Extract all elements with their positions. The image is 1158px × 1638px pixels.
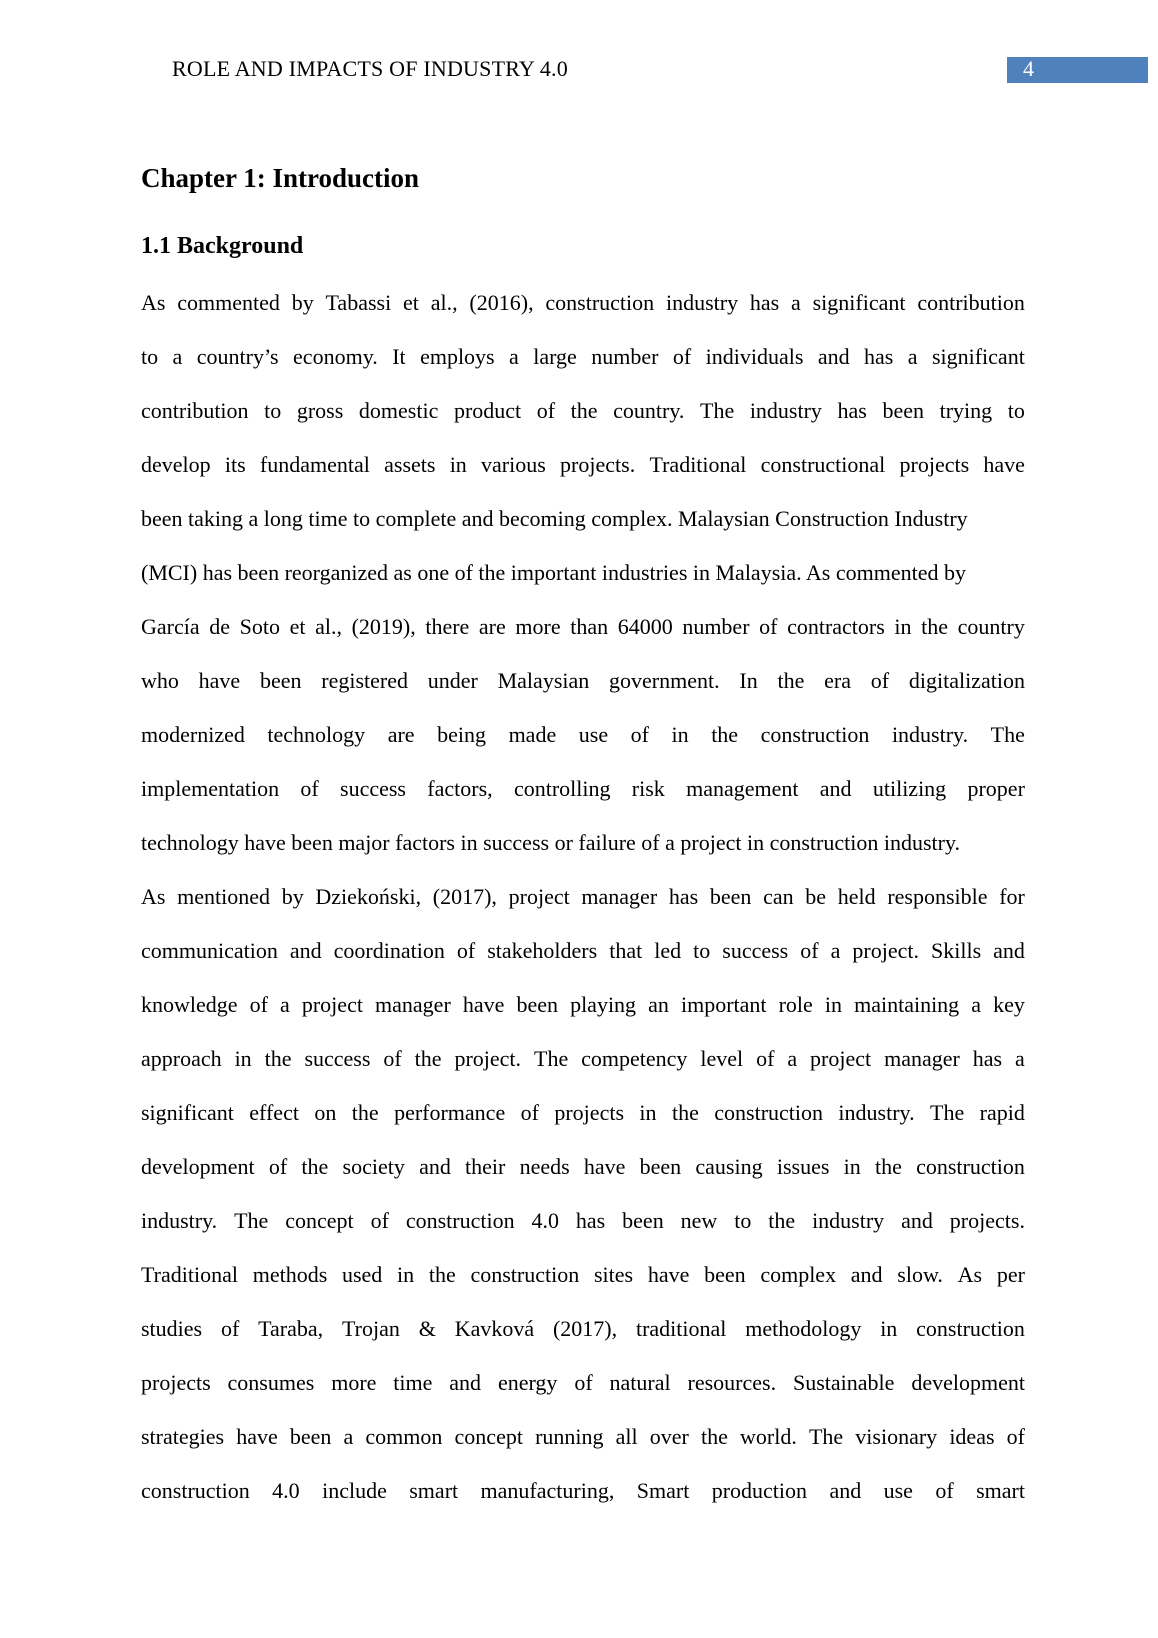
word: in bbox=[880, 1316, 898, 1341]
word: of bbox=[249, 992, 268, 1017]
word: As bbox=[141, 290, 166, 315]
word: slow. bbox=[897, 1262, 943, 1287]
word: in bbox=[894, 614, 912, 639]
word: The bbox=[234, 1208, 269, 1233]
text-line bbox=[141, 608, 1025, 662]
word: performance bbox=[394, 1100, 506, 1125]
word: common bbox=[365, 1424, 443, 1449]
word: of bbox=[630, 722, 649, 747]
word: been bbox=[259, 668, 302, 693]
word: a bbox=[907, 344, 918, 369]
word: traditional bbox=[635, 1316, 727, 1341]
word: per bbox=[996, 1262, 1025, 1287]
word: projects bbox=[554, 1100, 625, 1125]
word: competency bbox=[581, 1046, 688, 1071]
word: The bbox=[534, 1046, 569, 1071]
word: significant bbox=[812, 290, 906, 315]
word: time bbox=[393, 1370, 433, 1395]
word: smart bbox=[976, 1478, 1025, 1503]
word: significant bbox=[141, 1100, 234, 1125]
text-line bbox=[141, 1364, 1025, 1418]
word: development bbox=[141, 1154, 255, 1179]
word: to bbox=[264, 398, 282, 423]
chapter-title: Chapter 1: Introduction bbox=[141, 163, 420, 193]
word: trying bbox=[939, 398, 993, 423]
word: to bbox=[1007, 398, 1025, 423]
word: key bbox=[993, 992, 1025, 1017]
word: number bbox=[591, 344, 659, 369]
word: a bbox=[787, 1046, 798, 1071]
word: been bbox=[516, 992, 558, 1017]
word: consumes bbox=[227, 1370, 315, 1395]
word: have bbox=[462, 992, 505, 1017]
word: the bbox=[768, 1208, 796, 1233]
word: registered bbox=[321, 668, 408, 693]
word: technology bbox=[267, 722, 366, 747]
word: of bbox=[1006, 1424, 1025, 1449]
word: strategies bbox=[141, 1424, 225, 1449]
word: individuals bbox=[705, 344, 804, 369]
word: factors, bbox=[427, 776, 493, 801]
word: construction bbox=[760, 722, 870, 747]
word: and bbox=[449, 1370, 482, 1395]
word: its bbox=[224, 452, 246, 477]
word: 4.0 bbox=[272, 1478, 300, 1503]
word: smart bbox=[409, 1478, 459, 1503]
word: industry bbox=[665, 290, 739, 315]
word: coordination bbox=[333, 938, 445, 963]
word: has bbox=[837, 398, 867, 423]
word: a bbox=[172, 344, 183, 369]
word: more bbox=[515, 614, 561, 639]
word: has bbox=[749, 290, 780, 315]
word: and bbox=[901, 1208, 933, 1233]
word: Dziekoński, bbox=[315, 884, 422, 909]
word: needs bbox=[519, 1154, 570, 1179]
word: The bbox=[930, 1100, 965, 1125]
text-line bbox=[141, 1148, 1025, 1202]
word: The bbox=[700, 398, 735, 423]
word: and bbox=[419, 1154, 451, 1179]
word: Traditional bbox=[649, 452, 747, 477]
text-line bbox=[141, 446, 1025, 500]
word: concept bbox=[285, 1208, 354, 1233]
word: in bbox=[449, 452, 467, 477]
word: in bbox=[397, 1262, 415, 1287]
word: al., bbox=[430, 290, 458, 315]
word: The bbox=[990, 722, 1025, 747]
word: has bbox=[864, 344, 894, 369]
word: of bbox=[370, 1208, 389, 1233]
word: by bbox=[291, 290, 314, 315]
word: that bbox=[609, 938, 643, 963]
word: a bbox=[971, 992, 982, 1017]
word: new bbox=[680, 1208, 718, 1233]
text-line bbox=[141, 1040, 1025, 1094]
word: contribution bbox=[141, 398, 249, 423]
word: construction bbox=[916, 1316, 1025, 1341]
word: methodology bbox=[745, 1316, 862, 1341]
word: Tabassi bbox=[325, 290, 392, 315]
word: important bbox=[680, 992, 767, 1017]
word: been bbox=[622, 1208, 664, 1233]
word: a bbox=[343, 1424, 354, 1449]
word: responsible bbox=[887, 884, 988, 909]
word: of bbox=[383, 1046, 402, 1071]
word: the bbox=[301, 1154, 329, 1179]
word: methods bbox=[252, 1262, 328, 1287]
word: project. bbox=[852, 938, 919, 963]
word: the bbox=[414, 1046, 442, 1071]
word: construction bbox=[916, 1154, 1025, 1179]
word: Taraba, bbox=[258, 1316, 324, 1341]
word: made bbox=[508, 722, 557, 747]
word: of bbox=[520, 1100, 539, 1125]
word: Skills bbox=[931, 938, 982, 963]
word: manager bbox=[581, 884, 658, 909]
text-line bbox=[141, 716, 1025, 770]
word: industry. bbox=[141, 1208, 218, 1233]
word: of bbox=[935, 1478, 954, 1503]
word: construction bbox=[470, 1262, 580, 1287]
text-line bbox=[141, 1418, 1025, 1472]
word: been bbox=[289, 1424, 332, 1449]
word: of bbox=[574, 1370, 593, 1395]
word: the bbox=[570, 398, 598, 423]
word: construction bbox=[141, 1478, 250, 1503]
word: of bbox=[800, 938, 819, 963]
word: controlling bbox=[513, 776, 611, 801]
word: have bbox=[647, 1262, 690, 1287]
word: an bbox=[648, 992, 669, 1017]
text-line bbox=[141, 1472, 1025, 1526]
word: the bbox=[711, 722, 739, 747]
word: held bbox=[837, 884, 876, 909]
word: of bbox=[536, 398, 556, 423]
word: sites bbox=[593, 1262, 634, 1287]
word: country. bbox=[613, 398, 685, 423]
word: Kavková bbox=[454, 1316, 535, 1341]
word: been bbox=[882, 398, 924, 423]
word: modernized bbox=[141, 722, 245, 747]
word: more bbox=[331, 1370, 377, 1395]
word: mentioned bbox=[177, 884, 271, 909]
word: of bbox=[672, 344, 692, 369]
word: to bbox=[734, 1208, 752, 1233]
word: who bbox=[141, 668, 179, 693]
word: proper bbox=[967, 776, 1025, 801]
word: there bbox=[425, 614, 470, 639]
text-line bbox=[141, 932, 1025, 986]
word: knowledge bbox=[141, 992, 238, 1017]
word: level bbox=[700, 1046, 744, 1071]
word: production bbox=[711, 1478, 808, 1503]
word: contribution bbox=[917, 290, 1025, 315]
word: As bbox=[141, 884, 166, 909]
word: manager bbox=[884, 1046, 960, 1071]
word: have bbox=[583, 1154, 626, 1179]
word: rapid bbox=[979, 1100, 1025, 1125]
word: success bbox=[722, 938, 789, 963]
word: been bbox=[639, 1154, 682, 1179]
word: complex bbox=[760, 1262, 837, 1287]
word: a bbox=[791, 290, 801, 315]
word: the bbox=[874, 1154, 902, 1179]
word: for bbox=[999, 884, 1025, 909]
word: In bbox=[739, 668, 758, 693]
word: et bbox=[289, 614, 306, 639]
word: are bbox=[478, 614, 506, 639]
word: and bbox=[817, 344, 850, 369]
word: government. bbox=[609, 668, 720, 693]
word: being bbox=[437, 722, 487, 747]
word: et bbox=[403, 290, 419, 315]
word: al., bbox=[315, 614, 342, 639]
word: a bbox=[830, 938, 841, 963]
text-line bbox=[141, 1202, 1025, 1256]
word: running bbox=[535, 1424, 604, 1449]
word: industry. bbox=[891, 722, 969, 747]
word: projects bbox=[899, 452, 970, 477]
word: all bbox=[615, 1424, 638, 1449]
word: natural bbox=[609, 1370, 671, 1395]
word: projects. bbox=[560, 452, 636, 477]
word: (2016), bbox=[469, 290, 534, 315]
word: led bbox=[654, 938, 682, 963]
word: industry. bbox=[838, 1100, 915, 1125]
word: causing bbox=[695, 1154, 763, 1179]
word: a bbox=[280, 992, 290, 1017]
page-number: 4 bbox=[1023, 56, 1034, 81]
word: the bbox=[777, 668, 805, 693]
word: under bbox=[427, 668, 478, 693]
word: and bbox=[829, 1478, 862, 1503]
word: projects bbox=[141, 1370, 211, 1395]
word: energy bbox=[497, 1370, 558, 1395]
word: include bbox=[322, 1478, 387, 1503]
word: resources. bbox=[687, 1370, 777, 1395]
word: (2017), bbox=[432, 884, 497, 909]
word: development bbox=[911, 1370, 1025, 1395]
word: the bbox=[428, 1262, 456, 1287]
word: use bbox=[578, 722, 609, 747]
word: has bbox=[972, 1046, 1003, 1071]
word: be bbox=[805, 884, 827, 909]
word: employs bbox=[420, 344, 495, 369]
word: playing bbox=[570, 992, 637, 1017]
word: the bbox=[701, 1424, 728, 1449]
word: of bbox=[759, 614, 778, 639]
text-line bbox=[141, 1310, 1025, 1364]
word: of bbox=[220, 1316, 240, 1341]
word: ideas bbox=[949, 1424, 995, 1449]
word: issues bbox=[776, 1154, 830, 1179]
word: 64000 bbox=[617, 614, 673, 639]
word: and bbox=[289, 938, 322, 963]
word: product bbox=[453, 398, 522, 423]
text-line bbox=[141, 1256, 1025, 1310]
text-line bbox=[141, 986, 1025, 1040]
text-line: been taking a long time to complete and becoming complex. Malaysian Construction Industry bbox=[141, 506, 968, 531]
text-line bbox=[141, 284, 1025, 338]
word: in bbox=[671, 722, 689, 747]
text-line bbox=[141, 878, 1025, 932]
word: 4.0 bbox=[531, 1208, 559, 1233]
word: (2019), bbox=[351, 614, 416, 639]
word: domestic bbox=[358, 398, 439, 423]
word: can bbox=[763, 884, 794, 909]
word: assets bbox=[384, 452, 436, 477]
word: studies bbox=[141, 1316, 203, 1341]
word: the bbox=[921, 614, 949, 639]
word: are bbox=[387, 722, 415, 747]
word: concept bbox=[454, 1424, 523, 1449]
word: use bbox=[883, 1478, 913, 1503]
word: of bbox=[300, 776, 319, 801]
word: communication bbox=[141, 938, 278, 963]
text-line bbox=[141, 392, 1025, 446]
text-line bbox=[141, 1094, 1025, 1148]
word: and bbox=[850, 1262, 883, 1287]
word: economy. bbox=[293, 344, 378, 369]
word: the bbox=[671, 1100, 699, 1125]
word: As bbox=[957, 1262, 983, 1287]
word: García bbox=[141, 614, 200, 639]
text-line: technology have been major factors in success or failure of a project in construction industry. bbox=[141, 830, 961, 855]
word: the bbox=[264, 1046, 292, 1071]
word: of bbox=[870, 668, 890, 693]
word: projects. bbox=[949, 1208, 1025, 1233]
word: and bbox=[993, 938, 1025, 963]
word: manufacturing, bbox=[480, 1478, 615, 1503]
word: visionary bbox=[855, 1424, 938, 1449]
word: construction bbox=[545, 290, 655, 315]
word: role bbox=[778, 992, 813, 1017]
word: gross bbox=[296, 398, 344, 423]
word: number bbox=[682, 614, 750, 639]
word: in bbox=[639, 1100, 657, 1125]
word: fundamental bbox=[259, 452, 370, 477]
word: construction bbox=[714, 1100, 824, 1125]
word: maintaining bbox=[854, 992, 960, 1017]
word: success bbox=[304, 1046, 371, 1071]
word: project bbox=[810, 1046, 872, 1071]
word: in bbox=[843, 1154, 861, 1179]
word: success bbox=[340, 776, 406, 801]
word: constructional bbox=[760, 452, 886, 477]
word: country’s bbox=[196, 344, 279, 369]
word: their bbox=[465, 1154, 506, 1179]
text-line bbox=[141, 662, 1025, 716]
word: large bbox=[533, 344, 577, 369]
word: de bbox=[209, 614, 230, 639]
word: stakeholders bbox=[487, 938, 598, 963]
word: of bbox=[756, 1046, 775, 1071]
word: Traditional bbox=[141, 1262, 238, 1287]
word: project. bbox=[454, 1046, 522, 1071]
word: has bbox=[668, 884, 699, 909]
word: project bbox=[508, 884, 570, 909]
word: Malaysian bbox=[497, 668, 590, 693]
word: develop bbox=[141, 452, 211, 477]
word: industry bbox=[749, 398, 822, 423]
word: been bbox=[704, 1262, 746, 1287]
word: various bbox=[481, 452, 546, 477]
body-paragraph bbox=[141, 284, 1025, 1526]
word: It bbox=[392, 344, 406, 369]
word: & bbox=[418, 1316, 436, 1341]
word: have bbox=[983, 452, 1025, 477]
word: Soto bbox=[239, 614, 280, 639]
section-title: 1.1 Background bbox=[141, 233, 304, 259]
word: by bbox=[281, 884, 304, 909]
word: over bbox=[649, 1424, 689, 1449]
word: a bbox=[1015, 1046, 1025, 1071]
text-line bbox=[141, 338, 1025, 392]
word: a bbox=[509, 344, 519, 369]
word: used bbox=[341, 1262, 383, 1287]
word: has bbox=[575, 1208, 606, 1233]
word: country bbox=[957, 614, 1025, 639]
word: to bbox=[141, 344, 159, 369]
word: digitalization bbox=[908, 668, 1025, 693]
word: Trojan bbox=[342, 1316, 400, 1341]
word: significant bbox=[931, 344, 1025, 369]
word: have bbox=[236, 1424, 278, 1449]
word: the bbox=[351, 1100, 379, 1125]
word: risk bbox=[631, 776, 665, 801]
word: approach bbox=[141, 1046, 222, 1071]
word: management bbox=[686, 776, 799, 801]
word: than bbox=[570, 614, 609, 639]
word: commented bbox=[177, 290, 280, 315]
text-line bbox=[141, 770, 1025, 824]
word: world. bbox=[740, 1424, 797, 1449]
word: to bbox=[693, 938, 711, 963]
word: project bbox=[301, 992, 363, 1017]
word: (2017), bbox=[552, 1316, 618, 1341]
word: The bbox=[808, 1424, 844, 1449]
word: industry bbox=[812, 1208, 885, 1233]
word: construction bbox=[405, 1208, 515, 1233]
word: in bbox=[824, 992, 843, 1017]
word: Sustainable bbox=[792, 1370, 895, 1395]
word: of bbox=[268, 1154, 288, 1179]
word: contractors bbox=[787, 614, 885, 639]
word: effect bbox=[249, 1100, 299, 1125]
word: society bbox=[342, 1154, 405, 1179]
page-number-box bbox=[1007, 57, 1148, 83]
word: have bbox=[198, 668, 241, 693]
word: of bbox=[456, 938, 476, 963]
word: in bbox=[234, 1046, 252, 1071]
word: on bbox=[314, 1100, 337, 1125]
word: era bbox=[824, 668, 851, 693]
word: been bbox=[709, 884, 752, 909]
word: implementation bbox=[141, 776, 280, 801]
running-head: ROLE AND IMPACTS OF INDUSTRY 4.0 bbox=[172, 56, 568, 81]
word: manager bbox=[375, 992, 451, 1017]
text-line: (MCI) has been reorganized as one of the important industries in Malaysia. As commented by bbox=[141, 560, 966, 585]
word: Smart bbox=[636, 1478, 690, 1503]
word: utilizing bbox=[872, 776, 947, 801]
word: and bbox=[819, 776, 852, 801]
